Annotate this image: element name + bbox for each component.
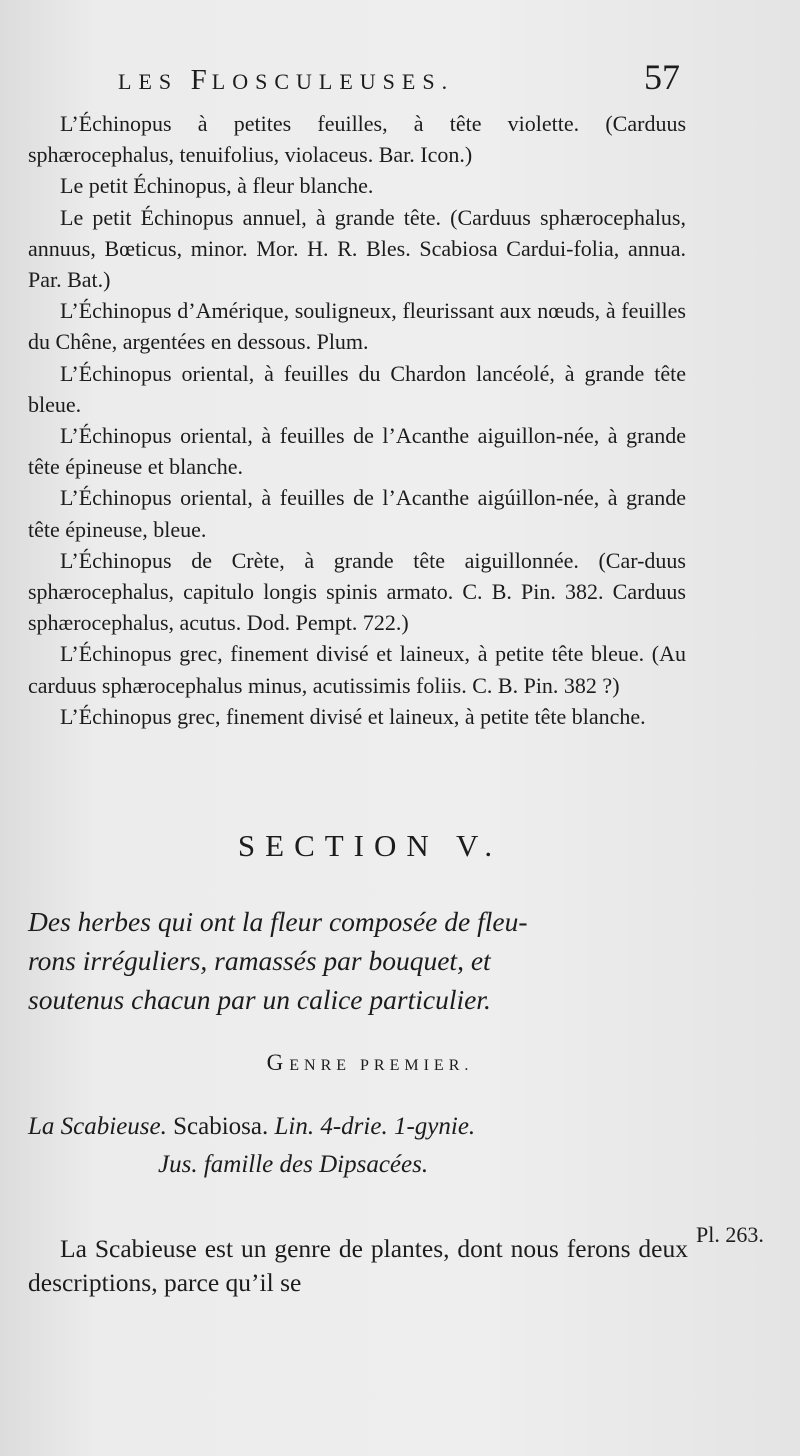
page-number: 57 [644, 57, 680, 97]
genus-name: La Scabieuse. [28, 1113, 167, 1140]
genus-stamens: 4-drie. [320, 1113, 388, 1140]
species-entry: L’Échinopus oriental, à feuilles du Chardon lancéolé, à grande tête bleue. [28, 360, 686, 417]
running-head-word: LOSCULEUSES. [211, 69, 455, 94]
genus-pistils: 1-gynie. [393, 1113, 476, 1140]
species-entry: L’Échinopus oriental, à feuilles de l’Acanthe aigúillon-née, à grande tête épineuse, bleue. [28, 485, 686, 542]
section-description-line: soutenus chacun par un calice particulier. [28, 984, 491, 1015]
genus-latin: Scabiosa. [173, 1113, 269, 1140]
genus-family: famille des Dipsacées. [203, 1151, 429, 1178]
genre-rest: ENRE PREMIER. [289, 1057, 474, 1074]
section-title: SECTION V. [237, 828, 503, 863]
running-head [118, 64, 454, 97]
section-description-line: Des herbes qui ont la fleur composée de fleu- [28, 906, 528, 937]
species-entry: L’Échinopus d’Amérique, souligneux, fleurissant aux nœuds, à feuilles du Chêne, argentées en dessous. Plum. [28, 298, 686, 355]
genus-heading [28, 1108, 688, 1184]
page-header [118, 58, 688, 98]
section-description [28, 902, 688, 1019]
genre-heading [0, 1050, 740, 1076]
species-entry: Le petit Échinopus annuel, à grande tête. (Carduus sphærocephalus, annuus, Bœticus, minor. Mor. H. R. Bles. Scabiosa Cardui-folia, annua. Par. Bat.) [28, 204, 686, 293]
species-entry: L’Échinopus à petites feuilles, à tête violette. (Carduus sphærocephalus, tenuifolius, violaceus. Bar. Icon.) [28, 111, 686, 168]
species-entry: L’Échinopus oriental, à feuilles de l’Acanthe aiguillon-née, à grande tête épineuse et blanche. [28, 423, 686, 480]
species-entry: L’Échinopus grec, finement divisé et laineux, à petite tête blanche. [60, 703, 646, 729]
species-entry: L’Échinopus grec, finement divisé et laineux, à petite tête bleue. (Au carduus sphærocephalus minus, acutissimis foliis. C. B. Pin. 382 ?) [28, 641, 686, 698]
genus-class: Lin. [274, 1113, 315, 1140]
running-head-article: LES [118, 69, 191, 94]
section-description-line: rons irréguliers, ramassés par bouquet, et [28, 945, 491, 976]
running-head-initial: F [190, 64, 212, 96]
body-paragraph: La Scabieuse est un genre de plantes, dont nous ferons deux descriptions, parce qu’il se [28, 1233, 688, 1297]
genre-initial: G [266, 1050, 290, 1075]
genus-jussieu: Jus. [158, 1151, 198, 1178]
species-entry: L’Échinopus de Crète, à grande tête aiguillonnée. (Car-duus sphærocephalus, capitulo longis spinis armato. C. B. Pin. 382. Carduus sphærocephalus, acutus. Dod. Pempt. 722.) [28, 547, 686, 636]
species-list [28, 108, 686, 732]
species-entry: Le petit Échinopus, à fleur blanche. [60, 173, 374, 199]
plate-reference: Pl. 263. [696, 1222, 764, 1247]
